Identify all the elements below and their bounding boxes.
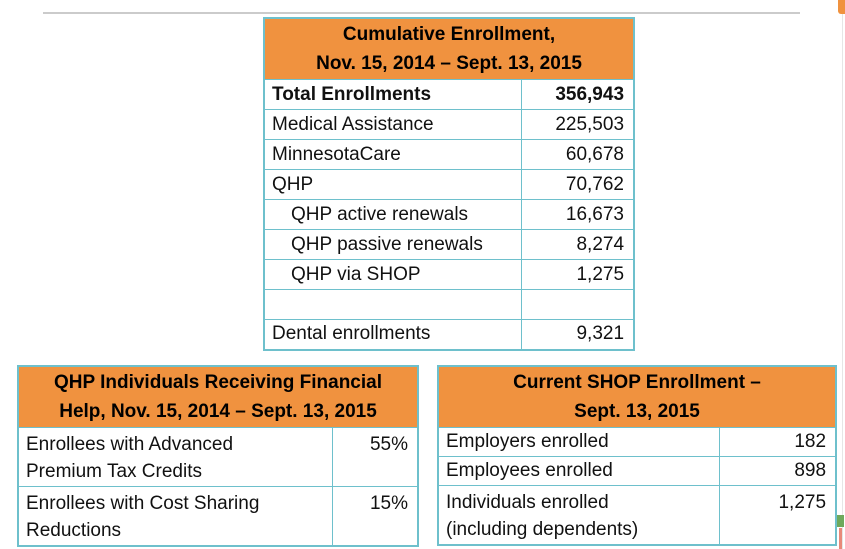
table-row xyxy=(264,200,634,230)
row-label: MinnesotaCare xyxy=(264,140,521,170)
table-title-line2: Help, Nov. 15, 2014 – Sept. 13, 2015 xyxy=(59,401,377,422)
row-value: 356,943 xyxy=(521,80,634,110)
row-label: Enrollees with Advanced Premium Tax Credits xyxy=(18,428,332,487)
table-row xyxy=(264,80,634,110)
right-edge-line xyxy=(842,14,843,549)
row-label: Total Enrollments xyxy=(264,80,521,110)
table-row-empty xyxy=(264,290,634,320)
row-label: QHP via SHOP xyxy=(264,260,521,290)
row-value: 16,673 xyxy=(521,200,634,230)
row-value: 1,275 xyxy=(521,260,634,290)
table-title xyxy=(438,366,836,428)
row-label: QHP passive renewals xyxy=(264,230,521,260)
row-label: Employees enrolled xyxy=(438,457,719,486)
table-row xyxy=(264,110,634,140)
row-label: QHP active renewals xyxy=(264,200,521,230)
row-label xyxy=(264,290,521,320)
top-divider-line xyxy=(43,12,800,14)
table-title-line1: Cumulative Enrollment, xyxy=(342,24,556,45)
table-header-row xyxy=(264,18,634,80)
table-title xyxy=(18,366,418,428)
row-value: 225,503 xyxy=(521,110,634,140)
row-value xyxy=(521,290,634,320)
row-value: 70,762 xyxy=(521,170,634,200)
table-row xyxy=(264,320,634,350)
slide-corner-tab xyxy=(838,0,845,14)
table-row xyxy=(264,140,634,170)
shop-enrollment-table xyxy=(437,365,835,546)
row-value: 898 xyxy=(719,457,836,486)
row-label: QHP xyxy=(264,170,521,200)
cumulative-enrollment-table xyxy=(263,17,633,351)
row-value: 182 xyxy=(719,428,836,457)
table-title-line1: QHP Individuals Receiving Financial xyxy=(53,372,383,393)
table-row xyxy=(438,428,836,457)
row-label: Employers enrolled xyxy=(438,428,719,457)
row-value: 55% xyxy=(332,428,418,487)
table-title-line2: Nov. 15, 2014 – Sept. 13, 2015 xyxy=(316,53,582,74)
green-edge-mark xyxy=(836,515,844,527)
row-label: Dental enrollments xyxy=(264,320,521,350)
table-row xyxy=(264,170,634,200)
table-title xyxy=(264,18,634,80)
table-title-line1: Current SHOP Enrollment – xyxy=(513,372,761,393)
table-row xyxy=(438,486,836,545)
table-row xyxy=(438,457,836,486)
row-value: 60,678 xyxy=(521,140,634,170)
row-value: 1,275 xyxy=(719,486,836,545)
row-value: 9,321 xyxy=(521,320,634,350)
table-row xyxy=(18,487,418,546)
row-label: Individuals enrolled (including dependents) xyxy=(438,486,719,545)
table-header-row xyxy=(438,366,836,428)
table-row xyxy=(264,260,634,290)
row-value: 15% xyxy=(332,487,418,546)
row-value: 8,274 xyxy=(521,230,634,260)
table-row xyxy=(18,428,418,487)
table-title-line2: Sept. 13, 2015 xyxy=(574,401,700,422)
row-label: Medical Assistance xyxy=(264,110,521,140)
red-edge-mark xyxy=(839,528,842,549)
financial-help-table xyxy=(17,365,417,547)
row-label: Enrollees with Cost Sharing Reductions xyxy=(18,487,332,546)
table-header-row xyxy=(18,366,418,428)
table-row xyxy=(264,230,634,260)
